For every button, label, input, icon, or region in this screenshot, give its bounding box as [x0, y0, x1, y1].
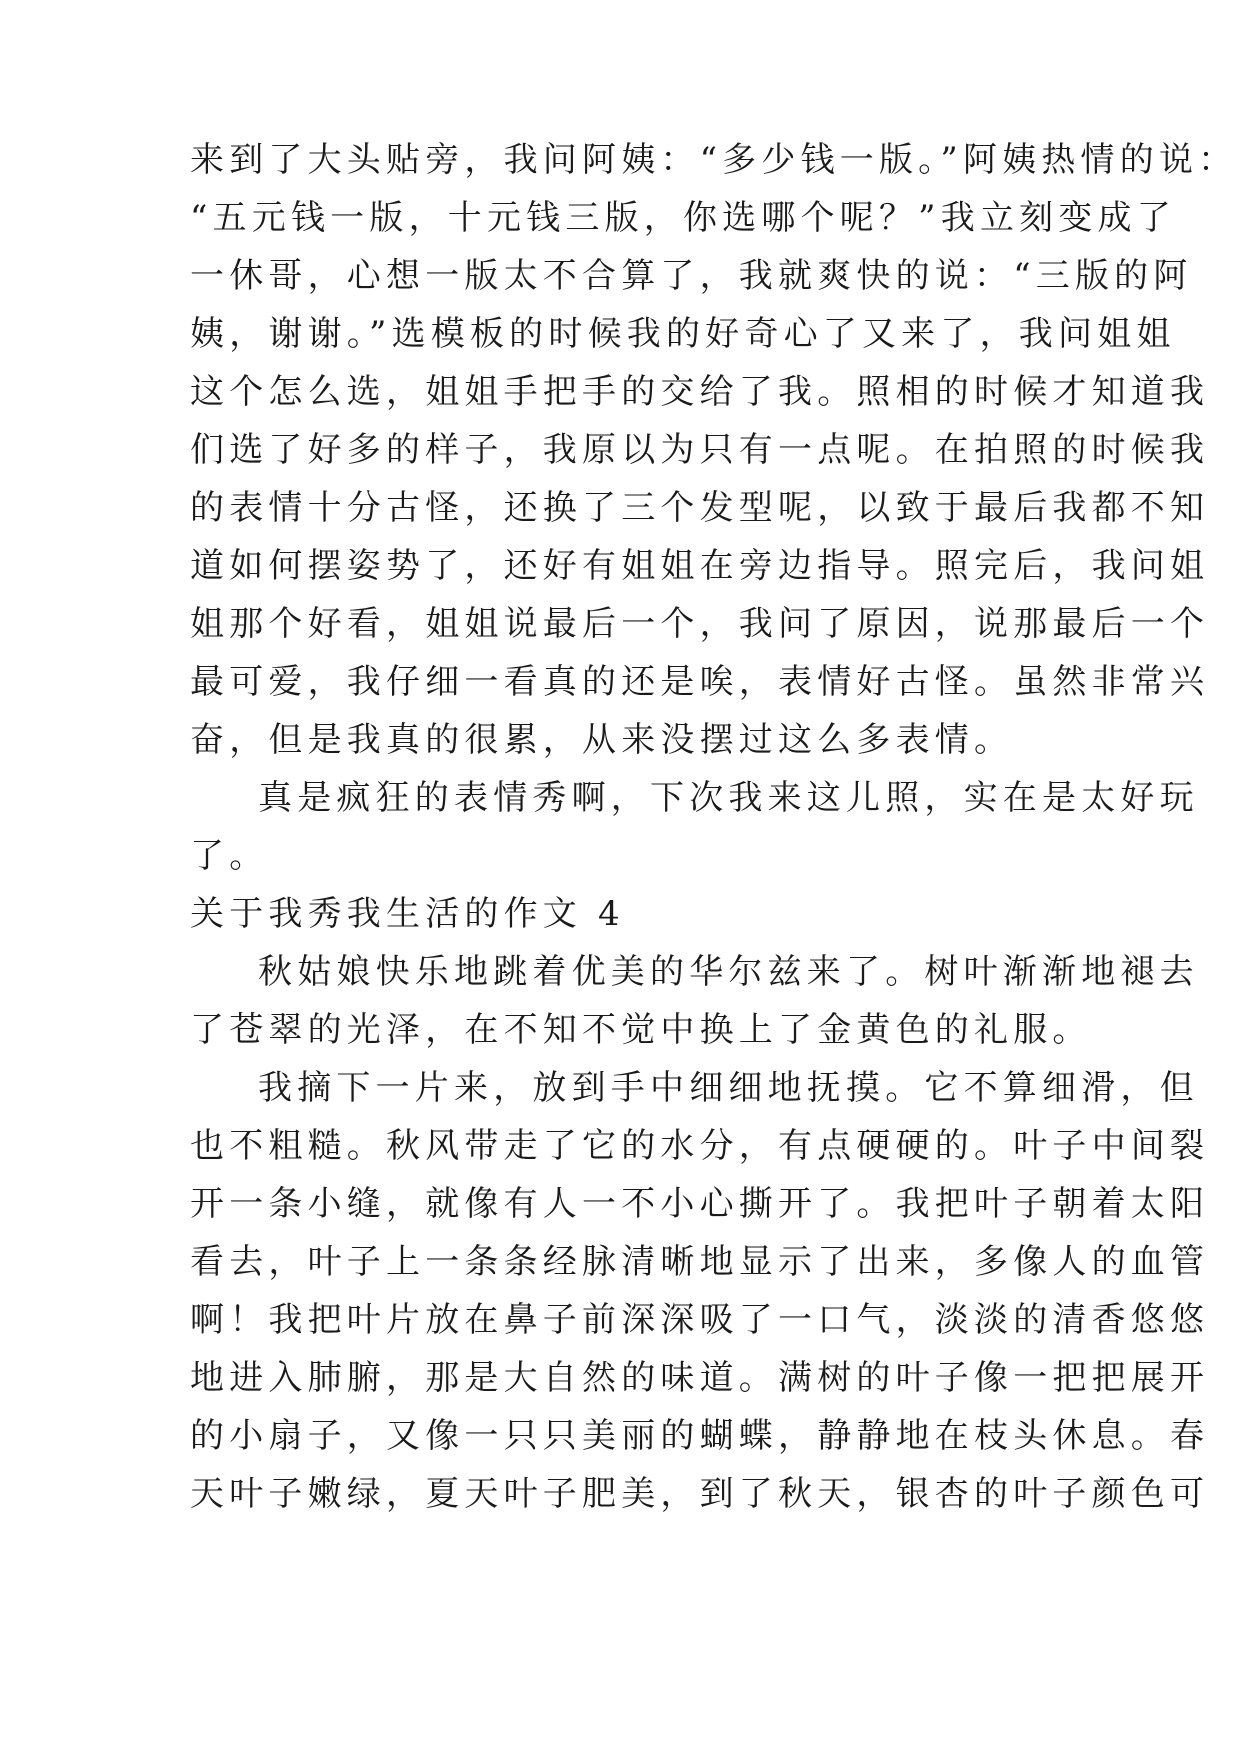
text-line: 姨，谢谢。”选模板的时候我的好奇心了又来了，我问姐姐	[190, 314, 1176, 354]
paragraph-start-line: 真是疯狂的表情秀啊，下次我来这儿照，实在是太好玩	[258, 778, 1199, 818]
text-line: 啊！我把叶片放在鼻子前深深吸了一口气，淡淡的清香悠悠	[190, 1300, 1210, 1340]
text-line: 地进入肺腑，那是大自然的味道。满树的叶子像一把把展开	[190, 1358, 1210, 1398]
text-line: 一休哥，心想一版太不合算了，我就爽快的说：“三版的阿	[190, 256, 1193, 296]
text-line: 看去，叶子上一条条经脉清晰地显示了出来，多像人的血管	[190, 1242, 1210, 1282]
text-line: 奋，但是我真的很累，从来没摆过这么多表情。	[190, 720, 1014, 760]
text-line: 的表情十分古怪，还换了三个发型呢，以致于最后我都不知	[190, 488, 1210, 528]
text-line: 这个怎么选，姐姐手把手的交给了我。照相的时候才知道我	[190, 372, 1210, 412]
text-line: 也不粗糙。秋风带走了它的水分，有点硬硬的。叶子中间裂	[190, 1126, 1210, 1166]
text-line: 的小扇子，又像一只只美丽的蝴蝶，静静地在枝头休息。春	[190, 1416, 1210, 1456]
text-line: 开一条小缝，就像有人一不小心撕开了。我把叶子朝着太阳	[190, 1184, 1210, 1224]
text-line: 了。	[190, 836, 269, 876]
paragraph-start-line: 秋姑娘快乐地跳着优美的华尔兹来了。树叶渐渐地褪去	[258, 952, 1199, 992]
text-line: 了苍翠的光泽，在不知不觉中换上了金黄色的礼服。	[190, 1010, 1092, 1050]
section-heading: 关于我秀我生活的作文 4	[190, 894, 625, 934]
text-line: “五元钱一版，十元钱三版，你选哪个呢？”我立刻变成了	[190, 198, 1176, 238]
text-line: 来到了大头贴旁，我问阿姨：“多少钱一版。”阿姨热情的说：	[190, 140, 1238, 180]
text-line: 最可爱，我仔细一看真的还是唉，表情好古怪。虽然非常兴	[190, 662, 1210, 702]
paragraph-start-line: 我摘下一片来，放到手中细细地抚摸。它不算细滑，但	[258, 1068, 1199, 1108]
text-line: 姐那个好看，姐姐说最后一个，我问了原因，说那最后一个	[190, 604, 1210, 644]
text-line: 天叶子嫩绿，夏天叶子肥美，到了秋天，银杏的叶子颜色可	[190, 1474, 1210, 1514]
text-line: 道如何摆姿势了，还好有姐姐在旁边指导。照完后，我问姐	[190, 546, 1210, 586]
text-line: 们选了好多的样子，我原以为只有一点呢。在拍照的时候我	[190, 430, 1210, 470]
